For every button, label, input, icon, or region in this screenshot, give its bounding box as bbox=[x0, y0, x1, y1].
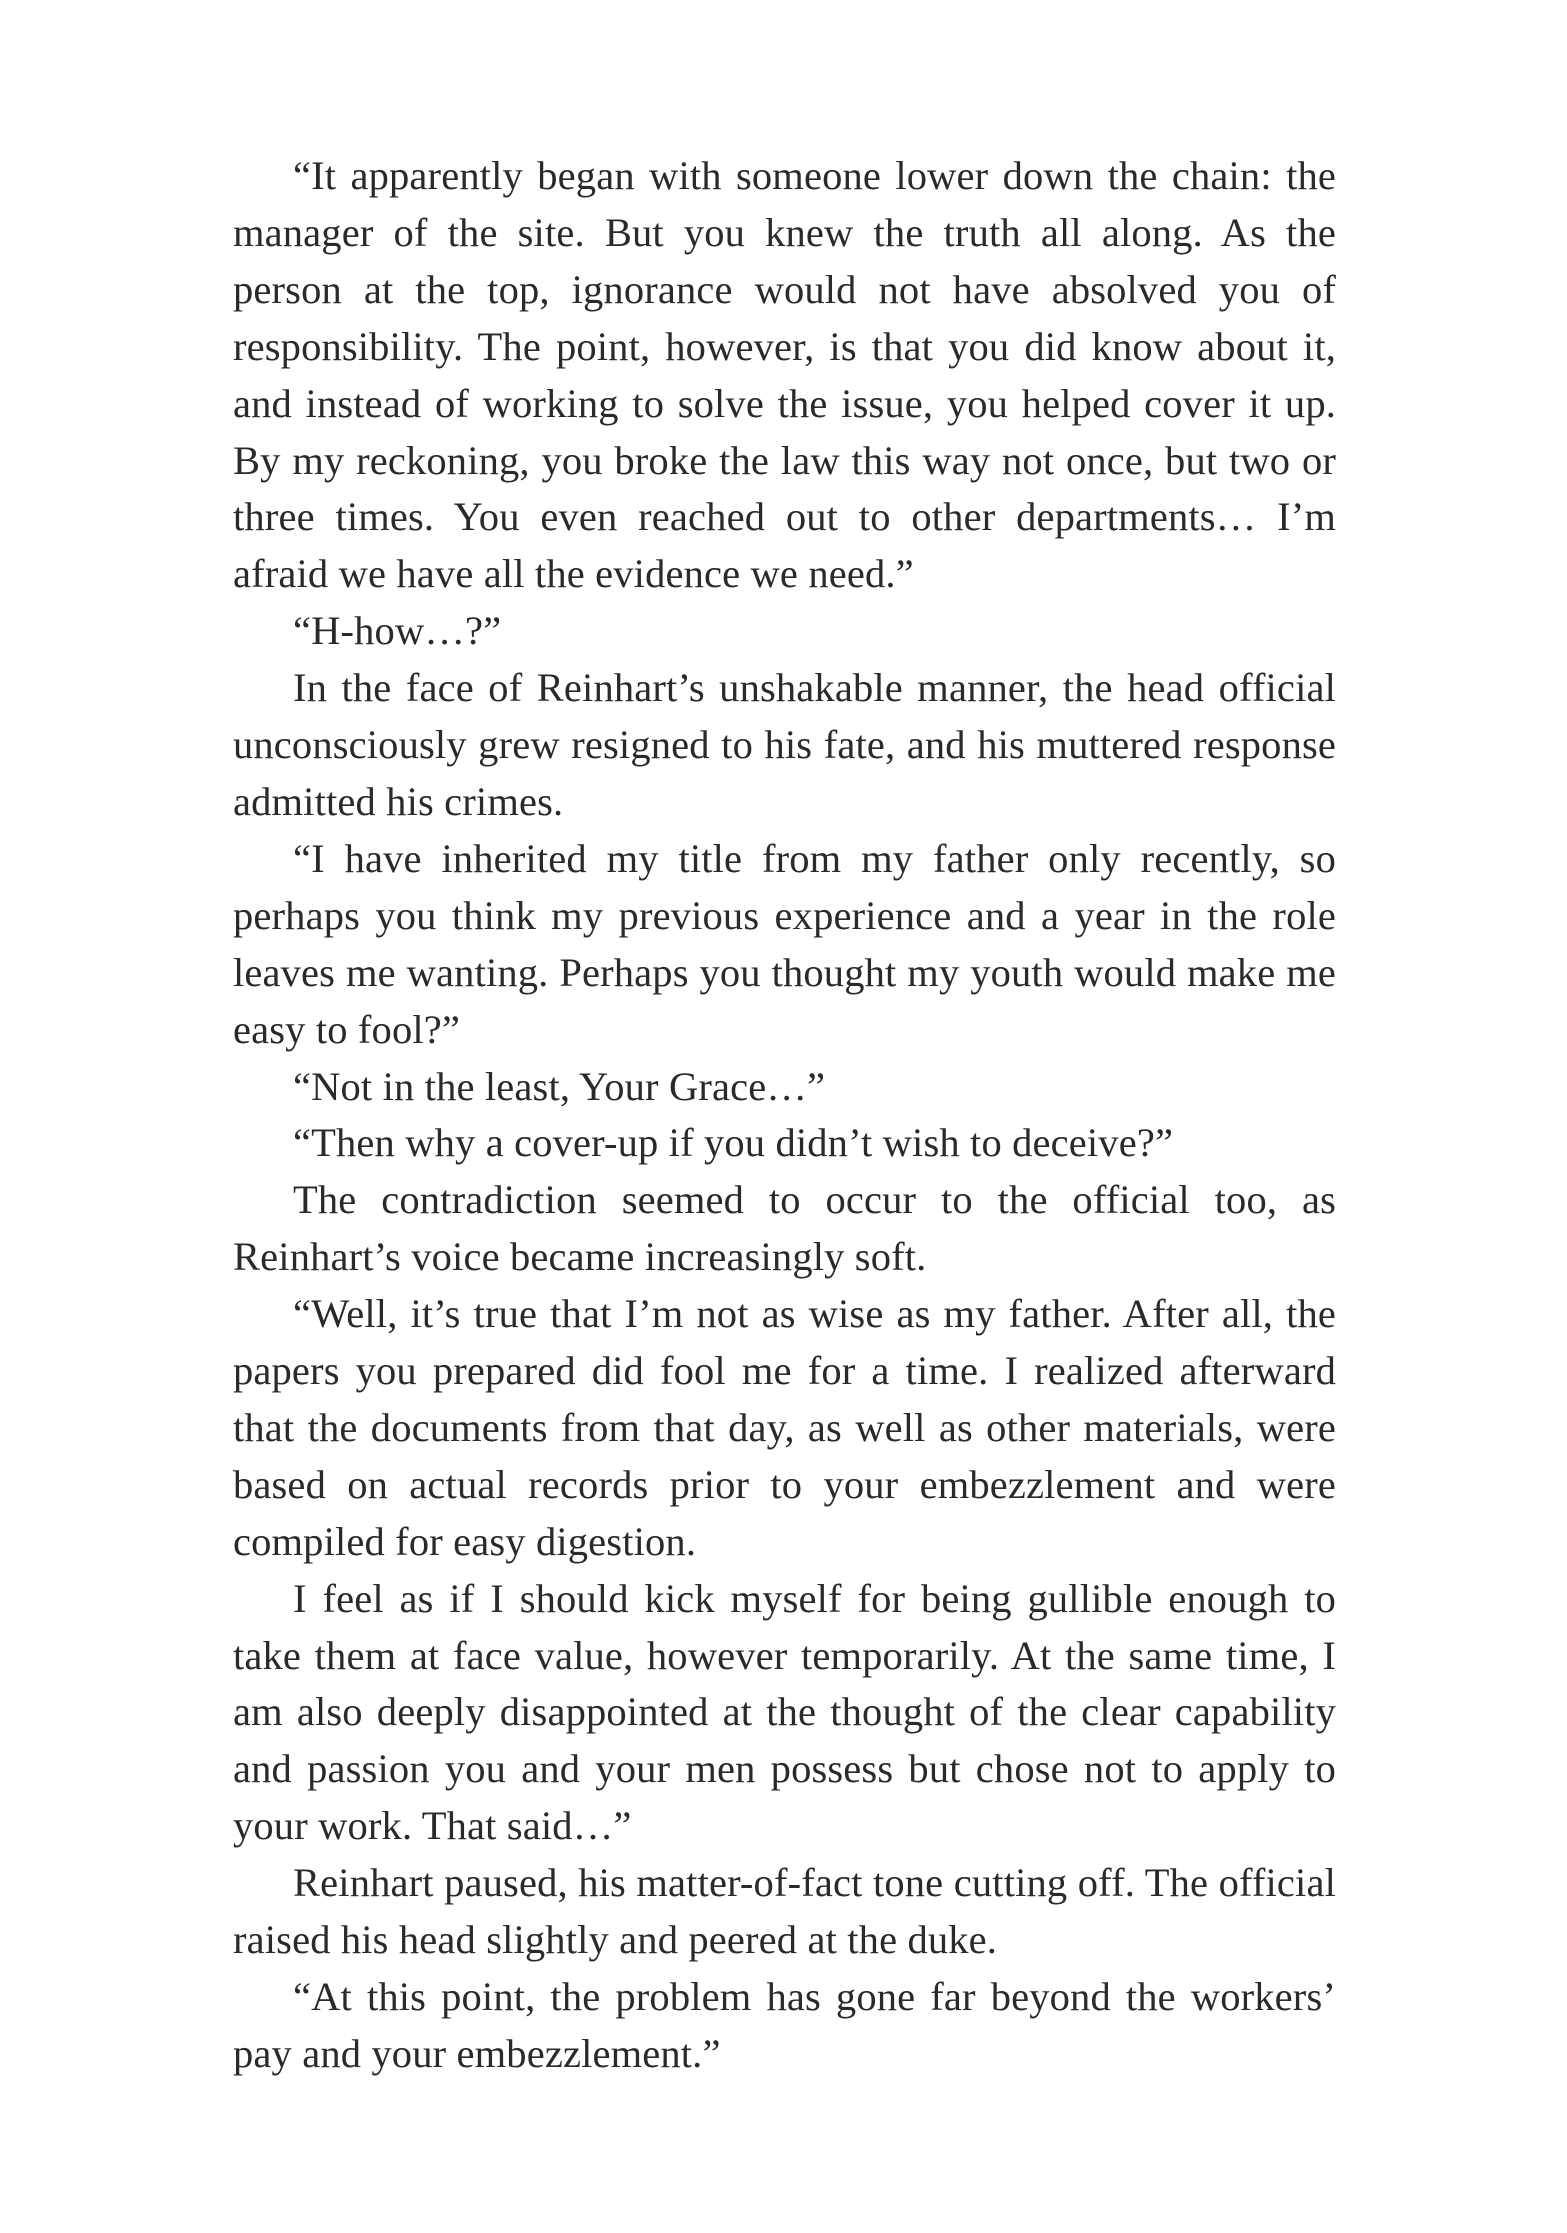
paragraph: “It apparently began with someone lower down the chain: the manager of the site. But you knew the truth all along. As the person at the top, ignorance would not have absolved you of responsibility. The point, however, is that you did know about it, and instead of working to solve the issue, you helped cover it up. By my reckoning, you broke the law this way not once, but two or three times. You even reached out to other departments… I’m afraid we have all the evidence we need.” bbox=[233, 153, 1336, 597]
paragraph: “Well, it’s true that I’m not as wise as my father. After all, the papers you prepared did fool me for a time. I realized afterward that the documents from that day, as well as other materials, were based on actual records prior to your embezzlement and were compiled for easy digestion. bbox=[233, 1291, 1336, 1564]
paragraph: The contradiction seemed to occur to the official too, as Reinhart’s voice became increasingly soft. bbox=[233, 1177, 1336, 1280]
paragraph: “I have inherited my title from my father only recently, so perhaps you think my previous experience and a year in the role leaves me wanting. Perhaps you thought my youth would make me easy to fool?” bbox=[233, 835, 1336, 1052]
paragraph: “Not in the least, Your Grace…” bbox=[293, 1063, 826, 1109]
paragraph: “Then why a cover-up if you didn’t wish to deceive?” bbox=[293, 1120, 1174, 1166]
paragraph: “H-how…?” bbox=[293, 608, 502, 654]
paragraph: “At this point, the problem has gone far beyond the workers’ pay and your embezzlement.” bbox=[233, 1974, 1336, 2076]
paragraph: In the face of Reinhart’s unshakable manner, the head official unconsciously grew resigned to his fate, and his muttered response admitted his crimes. bbox=[233, 665, 1336, 824]
paragraph: I feel as if I should kick myself for being gullible enough to take them at face value, however temporarily. At the same time, I am also deeply disappointed at the thought of the clear capability and passion you and your men possess but chose not to apply to your work. That said…” bbox=[233, 1575, 1336, 1849]
paragraph: Reinhart paused, his matter-of-fact tone cutting off. The official raised his head slightly and peered at the duke. bbox=[233, 1860, 1336, 1963]
body-text bbox=[233, 148, 1336, 2083]
